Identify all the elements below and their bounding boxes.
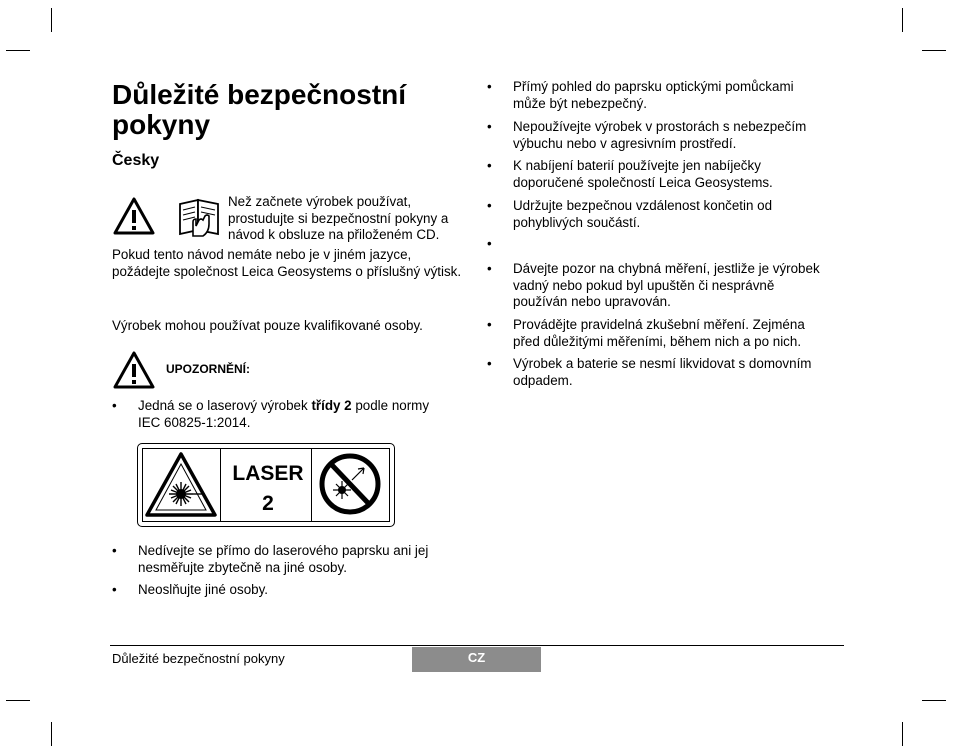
laser-class-standard: IEC 60825-1:2014. xyxy=(138,414,251,430)
list-item-text xyxy=(138,582,268,599)
list-item-line: Provádějte pravidelná zkušební měření. Zejména xyxy=(513,317,805,332)
page-title: Důležité bezpečnostní pokyny xyxy=(112,79,407,140)
bullet: • xyxy=(112,582,117,597)
laser-class-label xyxy=(137,443,395,527)
crop-mark xyxy=(6,50,30,51)
list-item-line: výbuchu nebo v agresivním prostředí. xyxy=(513,135,737,151)
warning-label: UPOZORNĚNÍ: xyxy=(166,362,250,376)
list-item-text xyxy=(513,356,811,389)
list-item-line: Neoslňujte jiné osoby. xyxy=(138,582,269,597)
list-item-line: Udržujte bezpečnou vzdálenost končetin od xyxy=(513,198,773,213)
bullet: • xyxy=(487,236,492,251)
warning-triangle-icon xyxy=(112,350,156,390)
read-manual-icon xyxy=(177,196,221,238)
bullet: • xyxy=(487,317,492,332)
crop-mark xyxy=(6,700,30,701)
list-item-text xyxy=(513,119,806,152)
list-item-line: pohyblivých součástí. xyxy=(513,214,641,230)
no-view-cell xyxy=(311,449,389,521)
bullet: • xyxy=(112,398,117,413)
language-heading: Česky xyxy=(112,152,160,169)
list-item-line: Nepoužívejte výrobek v prostorách s nebezpečím xyxy=(513,119,807,134)
crop-mark xyxy=(51,8,52,32)
footer-divider xyxy=(110,645,844,646)
list-item-line: používán nebo upravován. xyxy=(513,294,671,309)
do-not-stare-icon xyxy=(312,449,388,520)
bullet: • xyxy=(487,356,492,371)
crop-mark xyxy=(902,8,903,32)
intro-text-continued: Pokud tento návod nemáte nebo je v jiném jazyce, požádejte společnost Leica Geosystems o příslušný výtisk. xyxy=(112,247,462,279)
list-item-text xyxy=(513,79,794,112)
bullet: • xyxy=(487,261,492,276)
bullet: • xyxy=(487,119,492,134)
list-item-line: Výrobek a baterie se nesmí likvidovat s domovním xyxy=(513,356,812,371)
laser-class-suffix: podle normy xyxy=(351,398,430,413)
laser-label-inner xyxy=(142,448,390,522)
list-item-line: Přímý pohled do paprsku optickými pomůckami xyxy=(513,79,794,94)
list-item-line: K nabíjení baterií používejte jen nabíječky xyxy=(513,158,761,173)
laser-class-bold: třídy 2 xyxy=(311,398,352,413)
list-item-line: Nedívejte se přímo do laserového paprsku ani jej xyxy=(138,543,429,558)
language-tab: CZ xyxy=(412,647,541,672)
laser-class-text xyxy=(138,398,468,431)
list-item-line: nesměřujte zbytečně na jiné osoby. xyxy=(138,559,347,575)
footer-section-title: Důležité bezpečnostní pokyny xyxy=(112,651,285,666)
list-item-text xyxy=(138,543,428,576)
list-item-line: může být nebezpečný. xyxy=(513,95,647,111)
qualified-persons-text: Výrobek mohou používat pouze kvalifikované osoby. xyxy=(112,318,423,333)
crop-mark xyxy=(51,722,52,746)
list-item-text xyxy=(513,158,773,191)
laser-label-line1: LASER xyxy=(232,462,304,485)
bullet: • xyxy=(487,198,492,213)
warning-triangle-icon xyxy=(112,196,156,236)
list-item-text xyxy=(513,317,805,350)
crop-mark xyxy=(922,50,946,51)
list-item-line: vadný nebo pokud byl upuštěn či nesprávně xyxy=(513,277,775,293)
bullet: • xyxy=(487,79,492,94)
laser-class-text-box xyxy=(225,459,311,519)
list-item-text xyxy=(513,198,772,231)
list-item-line: doporučené společností Leica Geosystems. xyxy=(513,174,773,190)
crop-mark xyxy=(922,700,946,701)
crop-mark xyxy=(902,722,903,746)
bullet: • xyxy=(487,158,492,173)
list-item-line: Dávejte pozor na chybná měření, jestliže je výrobek xyxy=(513,261,820,276)
list-item-text xyxy=(513,261,820,311)
laser-class-prefix: Jedná se o laserový výrobek xyxy=(138,398,312,413)
laser-hazard-cell xyxy=(143,449,221,521)
list-item-line: odpadem. xyxy=(513,372,573,388)
list-item-line: před důležitými měřeními, během nich a po nich. xyxy=(513,333,802,349)
laser-hazard-icon xyxy=(143,449,220,520)
bullet: • xyxy=(112,543,117,558)
laser-label-line2: 2 xyxy=(262,492,274,515)
intro-text: Než začnete výrobek používat, prostudujte si bezpečnostní pokyny a návod k obsluze na přiloženém CD. xyxy=(228,194,449,242)
